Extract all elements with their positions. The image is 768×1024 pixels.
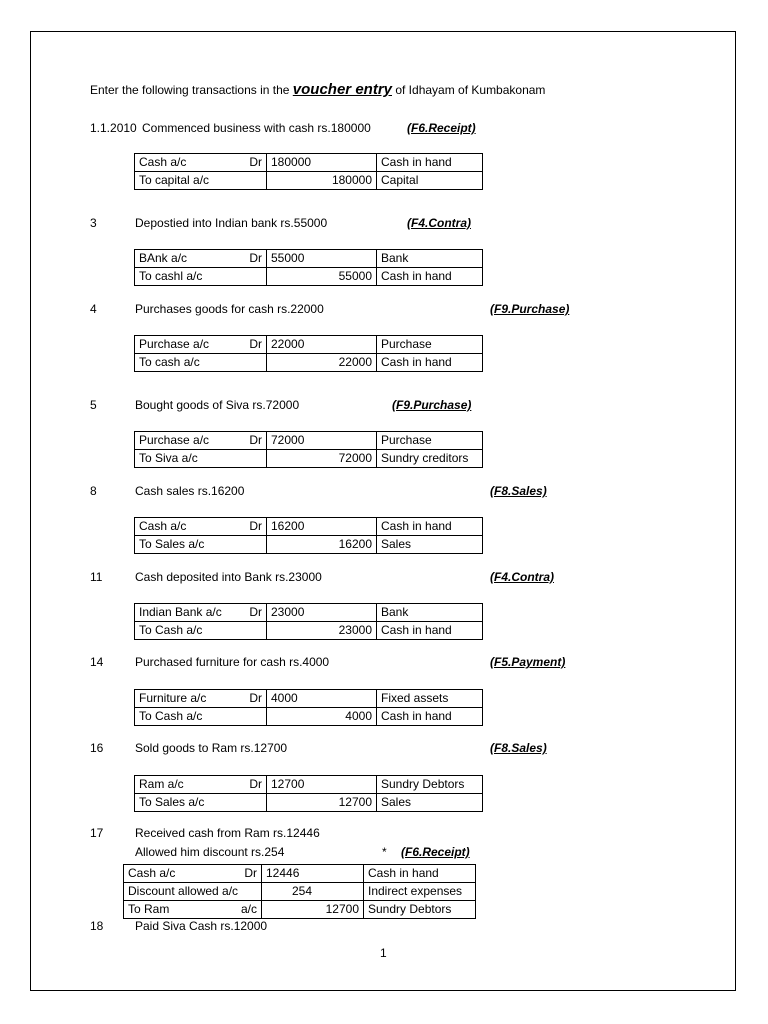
- ledger-group-cell: Cash in hand: [377, 518, 483, 536]
- voucher-row: [135, 794, 483, 812]
- credit-amount: 23000: [338, 623, 372, 637]
- amount-cell: [267, 250, 377, 268]
- voucher-row: [135, 690, 483, 708]
- account-cell: [135, 794, 267, 812]
- voucher-row: [124, 901, 476, 919]
- account-wrap: [139, 154, 262, 171]
- dr-marker: Dr: [249, 519, 262, 533]
- ledger-group-cell: Cash in hand: [377, 354, 483, 372]
- account-cell: [135, 622, 267, 640]
- amount-cell: [267, 268, 377, 286]
- voucher-row: [135, 172, 483, 190]
- account-name: To Sales a/c: [139, 795, 205, 809]
- amount-cell: [267, 336, 377, 354]
- voucher-row: [135, 708, 483, 726]
- ledger-group-cell: Fixed assets: [377, 690, 483, 708]
- account-cell: [135, 172, 267, 190]
- account-cell: [135, 518, 267, 536]
- transaction-date: 1.1.2010: [90, 121, 137, 135]
- debit-amount: 12446: [266, 866, 300, 880]
- account-name: Cash a/c: [139, 519, 187, 533]
- transaction-description: Commenced business with cash rs.180000: [142, 121, 371, 135]
- debit-amount: 23000: [271, 605, 305, 619]
- account-name: To Sales a/c: [139, 537, 205, 551]
- page-number: 1: [380, 946, 387, 960]
- debit-amount: 22000: [271, 337, 305, 351]
- amount-cell: [267, 172, 377, 190]
- ledger-group-cell: Sales: [377, 536, 483, 554]
- amount-cell: [267, 518, 377, 536]
- account-cell: [135, 536, 267, 554]
- amount-cell: [262, 883, 364, 901]
- amount-cell: [267, 354, 377, 372]
- transaction-description: Paid Siva Cash rs.12000: [135, 919, 268, 933]
- asterisk-marker: *: [382, 845, 387, 859]
- voucher-table: [134, 153, 483, 190]
- account-wrap: [128, 883, 257, 900]
- credit-amount: 180000: [331, 173, 372, 187]
- credit-amount: 12700: [325, 902, 359, 916]
- account-wrap: [139, 708, 262, 725]
- voucher-row: [135, 536, 483, 554]
- transaction-date: 4: [90, 302, 97, 316]
- amount-cell: [267, 536, 377, 554]
- voucher-row: [135, 268, 483, 286]
- amount-cell: [267, 776, 377, 794]
- account-cell: [135, 604, 267, 622]
- voucher-row: [135, 336, 483, 354]
- voucher-row: [124, 883, 476, 901]
- amount-cell: [267, 794, 377, 812]
- title-suffix: of Idhayam of Kumbakonam: [395, 83, 546, 97]
- account-wrap: [139, 518, 262, 535]
- debit-amount: 180000: [271, 155, 312, 169]
- account-name: To cash a/c: [139, 355, 200, 369]
- ledger-group-cell: Sales: [377, 794, 483, 812]
- ledger-group-cell: Purchase: [377, 336, 483, 354]
- amount-cell: [267, 450, 377, 468]
- transaction-date: 18: [90, 919, 104, 933]
- dr-marker: Dr: [249, 777, 262, 791]
- account-name: To cashl a/c: [139, 269, 203, 283]
- account-cell: [124, 883, 262, 901]
- voucher-row: [135, 154, 483, 172]
- account-cell: [135, 432, 267, 450]
- dr-marker: a/c: [240, 902, 257, 916]
- amount-cell: [267, 604, 377, 622]
- voucher-table: [134, 431, 483, 468]
- account-wrap: [139, 336, 262, 353]
- account-name: Indian Bank a/c: [139, 605, 222, 619]
- transaction-description: Bought goods of Siva rs.72000: [135, 398, 300, 412]
- voucher-type-code: (F4.Contra): [407, 216, 471, 230]
- ledger-group-cell: Cash in hand: [377, 622, 483, 640]
- transaction-description: Sold goods to Ram rs.12700: [135, 741, 288, 755]
- account-name: Purchase a/c: [139, 337, 210, 351]
- ledger-group-cell: Capital: [377, 172, 483, 190]
- account-wrap: [139, 536, 262, 553]
- dr-marker: Dr: [244, 866, 257, 880]
- account-name: Cash a/c: [139, 155, 187, 169]
- voucher-table: [134, 775, 483, 812]
- debit-amount: 16200: [271, 519, 305, 533]
- amount-cell: [267, 690, 377, 708]
- title-prefix: Enter the following transactions in the: [90, 83, 290, 97]
- voucher-type-code: (F8.Sales): [490, 484, 547, 498]
- dr-marker: Dr: [249, 337, 262, 351]
- page-title: [90, 83, 545, 97]
- account-name: Ram a/c: [139, 777, 184, 791]
- voucher-table: [134, 335, 483, 372]
- debit-amount: 12700: [271, 777, 305, 791]
- voucher-table: [134, 603, 483, 640]
- voucher-type-code: (F9.Purchase): [490, 302, 570, 316]
- voucher-row: [135, 622, 483, 640]
- ledger-group-cell: Bank: [377, 604, 483, 622]
- voucher-type-code: (F6.Receipt): [407, 121, 476, 135]
- account-name: Cash a/c: [128, 866, 176, 880]
- voucher-table: [134, 517, 483, 554]
- ledger-group-cell: Purchase: [377, 432, 483, 450]
- account-name: Purchase a/c: [139, 433, 210, 447]
- account-name: To capital a/c: [139, 173, 210, 187]
- voucher-type-code: (F9.Purchase): [392, 398, 472, 412]
- amount-cell: [267, 432, 377, 450]
- transaction-date: 3: [90, 216, 97, 230]
- account-name: To Ram: [128, 902, 170, 916]
- ledger-group-cell: Cash in hand: [364, 865, 476, 883]
- account-wrap: [139, 354, 262, 371]
- credit-amount: 12700: [338, 795, 372, 809]
- account-cell: [124, 865, 262, 883]
- account-cell: [135, 690, 267, 708]
- amount-cell: [262, 901, 364, 919]
- transaction-description: Purchased furniture for cash rs.4000: [135, 655, 330, 669]
- voucher-table: [134, 689, 483, 726]
- dr-marker: Dr: [249, 691, 262, 705]
- account-name: Discount allowed a/c: [128, 884, 239, 898]
- account-cell: [124, 901, 262, 919]
- voucher-type-code: (F5.Payment): [490, 655, 566, 669]
- amount-cell: [262, 865, 364, 883]
- voucher-row: [124, 865, 476, 883]
- transaction-description: Depostied into Indian bank rs.55000: [135, 216, 328, 230]
- title-emphasis: voucher entry: [292, 81, 392, 98]
- credit-amount: 72000: [338, 451, 372, 465]
- transaction-date: 11: [90, 570, 103, 584]
- ledger-group-cell: Cash in hand: [377, 268, 483, 286]
- account-wrap: [139, 604, 262, 621]
- debit-amount: 55000: [271, 251, 305, 265]
- voucher-type-code: (F8.Sales): [490, 741, 547, 755]
- account-cell: [135, 336, 267, 354]
- transaction-date: 8: [90, 484, 97, 498]
- account-wrap: [139, 450, 262, 467]
- amount-cell: [267, 154, 377, 172]
- voucher-row: [135, 604, 483, 622]
- voucher-type-code: (F6.Receipt): [401, 845, 470, 859]
- ledger-group-cell: Cash in hand: [377, 154, 483, 172]
- credit-amount: 16200: [338, 537, 372, 551]
- account-name: To Siva a/c: [139, 451, 198, 465]
- ledger-group-cell: Sundry Debtors: [364, 901, 476, 919]
- amount-cell: [267, 708, 377, 726]
- account-wrap: [139, 794, 262, 811]
- voucher-row: [135, 432, 483, 450]
- voucher-table: [123, 864, 476, 919]
- ledger-group-cell: Indirect expenses: [364, 883, 476, 901]
- debit-amount: 4000: [271, 691, 298, 705]
- account-cell: [135, 776, 267, 794]
- account-cell: [135, 154, 267, 172]
- account-cell: [135, 450, 267, 468]
- account-wrap: [139, 690, 262, 707]
- debit-amount: 72000: [271, 433, 305, 447]
- dr-marker: Dr: [249, 251, 262, 265]
- transaction-date: 17: [90, 826, 104, 840]
- account-wrap: [139, 776, 262, 793]
- account-cell: [135, 354, 267, 372]
- voucher-row: [135, 250, 483, 268]
- account-name: Furniture a/c: [139, 691, 207, 705]
- transaction-date: 14: [90, 655, 104, 669]
- transaction-description: Received cash from Ram rs.12446: [135, 826, 320, 840]
- voucher-row: [135, 518, 483, 536]
- transaction-description: Cash sales rs.16200: [135, 484, 245, 498]
- account-wrap: [128, 901, 257, 918]
- transaction-date: 5: [90, 398, 97, 412]
- dr-marker: Dr: [249, 155, 262, 169]
- voucher-row: [135, 776, 483, 794]
- voucher-type-code: (F4.Contra): [490, 570, 554, 584]
- account-name: To Cash a/c: [139, 623, 203, 637]
- dr-marker: Dr: [249, 433, 262, 447]
- debit-amount: 254: [292, 884, 313, 898]
- credit-amount: 4000: [345, 709, 372, 723]
- ledger-group-cell: Cash in hand: [377, 708, 483, 726]
- account-name: BAnk a/c: [139, 251, 188, 265]
- ledger-group-cell: Sundry Debtors: [377, 776, 483, 794]
- voucher-table: [134, 249, 483, 286]
- account-cell: [135, 250, 267, 268]
- voucher-row: [135, 450, 483, 468]
- ledger-group-cell: Bank: [377, 250, 483, 268]
- amount-cell: [267, 622, 377, 640]
- transaction-date: 16: [90, 741, 104, 755]
- credit-amount: 55000: [338, 269, 372, 283]
- account-wrap: [139, 268, 262, 285]
- transaction-description: Cash deposited into Bank rs.23000: [135, 570, 322, 584]
- transaction-description-2: Allowed him discount rs.254: [135, 845, 285, 859]
- transaction-description: Purchases goods for cash rs.22000: [135, 302, 324, 316]
- dr-marker: Dr: [249, 605, 262, 619]
- account-wrap: [139, 432, 262, 449]
- credit-amount: 22000: [338, 355, 372, 369]
- voucher-row: [135, 354, 483, 372]
- ledger-group-cell: Sundry creditors: [377, 450, 483, 468]
- account-wrap: [139, 622, 262, 639]
- account-cell: [135, 708, 267, 726]
- account-name: To Cash a/c: [139, 709, 203, 723]
- account-wrap: [128, 865, 257, 882]
- account-wrap: [139, 172, 262, 189]
- account-cell: [135, 268, 267, 286]
- account-wrap: [139, 250, 262, 267]
